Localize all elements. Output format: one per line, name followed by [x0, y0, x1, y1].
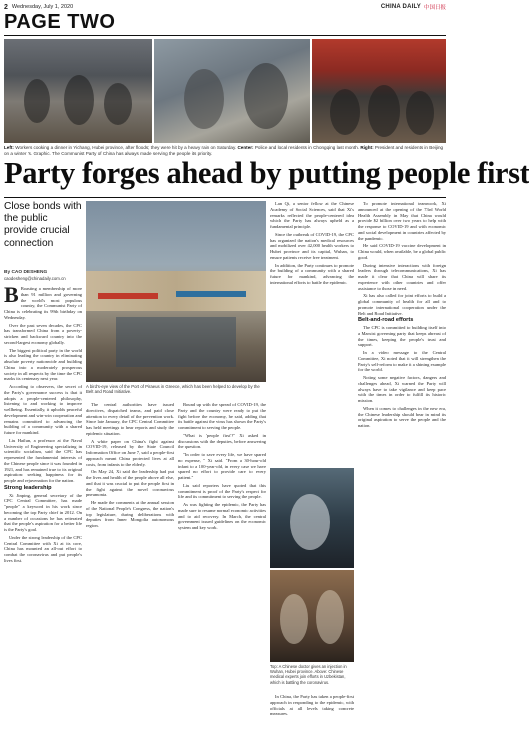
- brand-name: CHINA DAILY: [380, 4, 421, 10]
- paragraph: Xi Jinping, general secretary of the CPC Central Committee, has made "people" a keyword in his work since becoming the top Party chief in 2012. On a number of occasions he has reiterated that the people's aspiration for a better life is the Party's goal.: [4, 492, 82, 532]
- caption-center-text: Police and local residents in Chongqing last month.: [254, 145, 360, 150]
- paragraph: In a video message to the Central Committee, Xi noted that it will strengthen the Party's self-reform to make it a shining example for the world.: [358, 350, 446, 373]
- paragraph: Over the past seven decades, the CPC has transformed China from a poverty-stricken and backward country into the second-largest economy globally.: [4, 322, 82, 345]
- paragraph: In China, the Party has taken a people-first approach in responding to the epidemic, with officials at all levels taking concrete measures.: [270, 694, 354, 717]
- paragraph: On May 24, Xi said the leadership had put the lives and health of the people above all else, and that it was crucial to put the people first in the fight against the novel coronavirus pneumonia.: [86, 469, 174, 498]
- paragraph: He made the comments at the annual session of the National People's Congress, the nation's top legislature, during deliberations with deputies from Inner Mongolia autonomous region.: [86, 500, 174, 528]
- paragraph: Under the strong leadership of the CPC Central Committee with Xi at its core, China has mounted an all-out effort to combat the coronavirus and put people's lives first.: [4, 534, 82, 563]
- paragraph: A white paper on China's fight against COVID-19, released by the State Council Information Office on June 7, said a people-first approach meant China protected lives at all costs, from infants to the elderly.: [86, 438, 174, 467]
- photo-doctor-wuhan: [270, 468, 354, 568]
- byline-name: By CAO DESHENG: [4, 270, 48, 275]
- paragraph: B Boasting a membership of more than 91 million and governing the world's most populous country, the Communist Party of China is celebrating its 99th birthday on Wednesday.: [4, 282, 82, 320]
- paragraph: Liu Hailun, a professor at the Naval University of Engineering specializing in scientific socialism, said the CPC has represented the fundamental interests of the Chinese people since it was founded in 1921, and has remained true to its original aspiration: seeking happiness for its people and rejuvenation for the nation.: [4, 437, 82, 483]
- port-photo-caption: A bird's-eye view of the Port of Piraeus in Greece, which has been helped to develop by the Belt and Road Initiative.: [86, 384, 260, 395]
- date-line: Wednesday, July 1, 2020: [11, 4, 74, 10]
- paragraph: "In order to save every life, we have spared no expense, " Xi said. "From a 30-hour-old infant to a 100-year-old, in every case we have spared no effort to provide care to every patient.": [178, 452, 266, 480]
- paragraph: As was fighting the epidemic, the Party has made sure to resume normal economic activities and to aid recovery. In March, the central government issued guidelines on the economic system and key work.: [178, 502, 266, 530]
- photo-flood-workers: [4, 39, 152, 143]
- page-number: 2: [4, 3, 8, 11]
- paragraph: Xi has also called for joint efforts to build a global community of health for all and to promote international cooperation under the Belt and Road Initiative.: [358, 293, 446, 316]
- paragraph: The biggest political party in the world is also leading the country in eliminating absolute poverty nationwide and building China into a moderately prosperous society in all respects by the time the CPC marks its centenary next year.: [4, 347, 82, 382]
- paragraph: During intensive interactions with foreign leaders through telecommunications, Xi has made it clear that China will share its experience with other countries and offer assistance to those in need.: [358, 262, 446, 291]
- paragraph: In addition, the Party continues to promote the building of a community with a shared future for mankind, advancing the international efforts to battle the epidemic.: [270, 262, 354, 285]
- caption-right-text: President and residents in Beijing on a winter 's. Graphic. The Communist Party of China has always made serving the people its priority.: [4, 145, 444, 156]
- brand-name-chinese: 中国日报: [423, 5, 446, 11]
- headline-divider: [4, 197, 446, 198]
- byline-email: caodesheng@chinadaily.com.cn: [4, 275, 66, 281]
- paragraph: According to observers, the secret of the Party's governance success is that it adopts a people-centered philosophy, listening to and working to improve wellbeing. Essentially, it upholds peaceful development and win-win cooperation and remains committed to advancing the building of a community with a shared future for mankind.: [4, 384, 82, 435]
- subhead-strong-leadership: Strong leadership: [4, 484, 52, 491]
- top-photos-caption: [4, 145, 446, 157]
- paragraph: He said COVID-19 vaccine development in China would, when available, be a global public good.: [358, 243, 446, 260]
- article-column-3: [178, 402, 266, 744]
- paragraph: The central authorities have issued directives, dispatched teams, and paid close attention to every detail of the prevention work. Since late January, the CPC Central Committee has held meetings to hear reports and study the epidemic situation.: [86, 402, 174, 436]
- paragraph: "What is 'people first'?" Xi asked in discussions with the deputies, before answering the question.: [178, 432, 266, 450]
- paragraph: To promote international teamwork, Xi announced at the opening of the 73rd World Health Assembly in May that China would provide $2 billion over two years to help with the response to COVID-19 and with economic and social development in countries affected by the pandemic.: [358, 201, 446, 241]
- article-column-4: [270, 201, 354, 465]
- paragraph: Since the outbreak of COVID-19, the CPC has organized the nation's medical resources and mobilized over 42,000 health workers to Hubei province and its capital, Wuhan, to ensure patients receive free treatment.: [270, 231, 354, 260]
- main-headline: Party forges ahead by putting people first: [4, 156, 529, 190]
- subhead-belt-and-road: Belt-and-road efforts: [358, 317, 414, 324]
- section-title: PAGE TWO: [4, 11, 116, 33]
- caption-center-label: Center:: [237, 145, 254, 150]
- photo-medical-experts: [270, 570, 354, 662]
- article-column-5: [358, 201, 446, 744]
- caption-left-label: Left:: [4, 145, 14, 150]
- byline: [4, 270, 82, 281]
- top-divider: [4, 35, 446, 36]
- article-column-2: [86, 402, 174, 744]
- story-deck: Close bonds with the public provide crucial connection: [4, 201, 82, 249]
- paragraph: When it comes to challenges in the new era, the Chinese leadership should bear in mind its original aspiration to serve the people and the nation.: [358, 405, 446, 428]
- photo-port-piraeus: [86, 201, 266, 382]
- article-column-1: [4, 282, 82, 744]
- medical-photos-caption: Top: A Chinese doctor gives an injection in Wuhan, Hubei province. Above: Chinese medical experts join efforts in Uzbekistan, which is battling the coronavirus.: [270, 664, 347, 685]
- paragraph: The CPC is committed to building itself into a Marxist governing party that keeps abreast of the times, keeping the people's trust and support.: [358, 325, 446, 348]
- paragraph: Bound up with the spread of COVID-19, the Party and the country were ready to put the fight before the economy, he said, adding that its battle against the virus has shown the Party's commitment to serving the people.: [178, 402, 266, 430]
- article-column-4-continued: [270, 694, 354, 744]
- photo-president-residents: [312, 39, 446, 143]
- paragraph: Noting some negative factors, dangers and challenges ahead, Xi warned the Party will always have to take vigilance and keep pace with the times in order to fulfill its historic mission.: [358, 375, 446, 403]
- caption-left-text: Workers cooking a dinner in Yichang, Hubei province, after floods; they were hit by a heavy rain on Saturday.: [15, 145, 237, 150]
- photo-police-residents: [154, 39, 310, 143]
- drop-cap: B: [4, 282, 19, 307]
- caption-right-label: Right:: [360, 145, 374, 150]
- paragraph: Liu said reporters have quoted that this commitment is proof of the Party's respect for life and its commitment to serving the people.: [178, 482, 266, 500]
- paragraph: Lan Qi, a senior fellow at the Chinese Academy of Social Sciences, said that Xi's remarks reflected the people-centered idea which the Party has always upheld as a fundamental principle.: [270, 201, 354, 229]
